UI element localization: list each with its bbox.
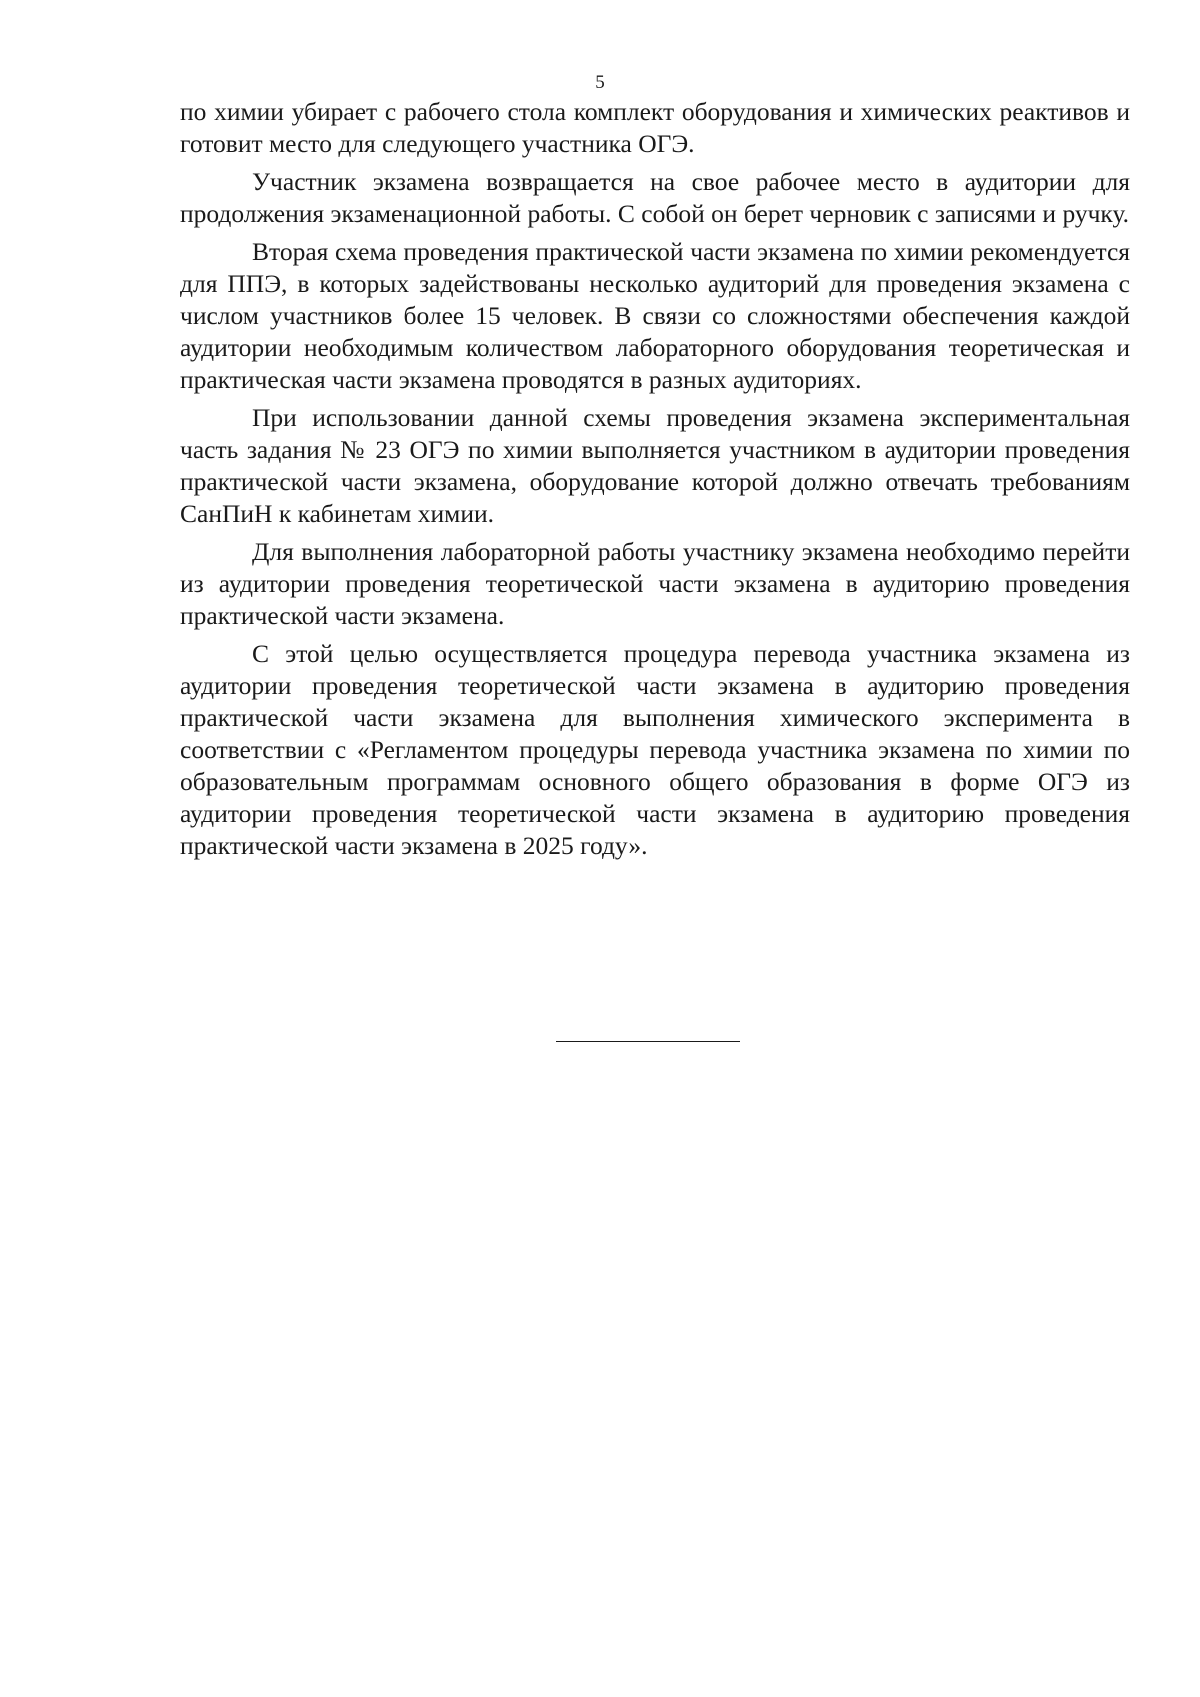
paragraph-second-scheme: Вторая схема проведения практической части экзамена по химии рекомендуется для ППЭ, в которых задействованы несколько аудиторий для проведения экзамена с числом участников более 15 человек. В связи со сложностями обеспечения каждой аудитории необходимым количеством лабораторного оборудования теоретическая и практическая части экзамена проводятся в разных аудиториях. [180,237,1130,394]
page-number: 5 [595,72,605,93]
paragraph-lab-work: Для выполнения лабораторной работы участнику экзамена необходимо перейти из аудитории проведения теоретической части экзамена в аудиторию проведения практической части экзамена. [180,537,1130,630]
paragraph-transfer-procedure: С этой целью осуществляется процедура перевода участника экзамена из аудитории проведения теоретической части экзамена в аудиторию проведения практической части экзамена для выполнения химического эксперимента в соответствии с «Регламентом процедуры перевода участника экзамена по химии по образовательным программам основного общего образования в форме ОГЭ из аудитории проведения теоретической части экзамена в аудиторию проведения практической части экзамена в 2025 году». [180,639,1130,860]
paragraph-scheme-usage: При использовании данной схемы проведения экзамена экспериментальная часть задания № 23 ОГЭ по химии выполняется участником в аудитории проведения практической части экзамена, оборудование которой должно отвечать требованиям СанПиН к кабинетам химии. [180,403,1130,528]
document-body [180,96,1130,868]
paragraph-participant-returns: Участник экзамена возвращается на свое рабочее место в аудитории для продолжения экзаменационной работы. С собой он берет черновик с записями и ручку. [180,167,1130,228]
end-divider-line [556,1041,740,1042]
paragraph-continuation: по химии убирает с рабочего стола комплект оборудования и химических реактивов и готовит место для следующего участника ОГЭ. [180,97,1130,158]
